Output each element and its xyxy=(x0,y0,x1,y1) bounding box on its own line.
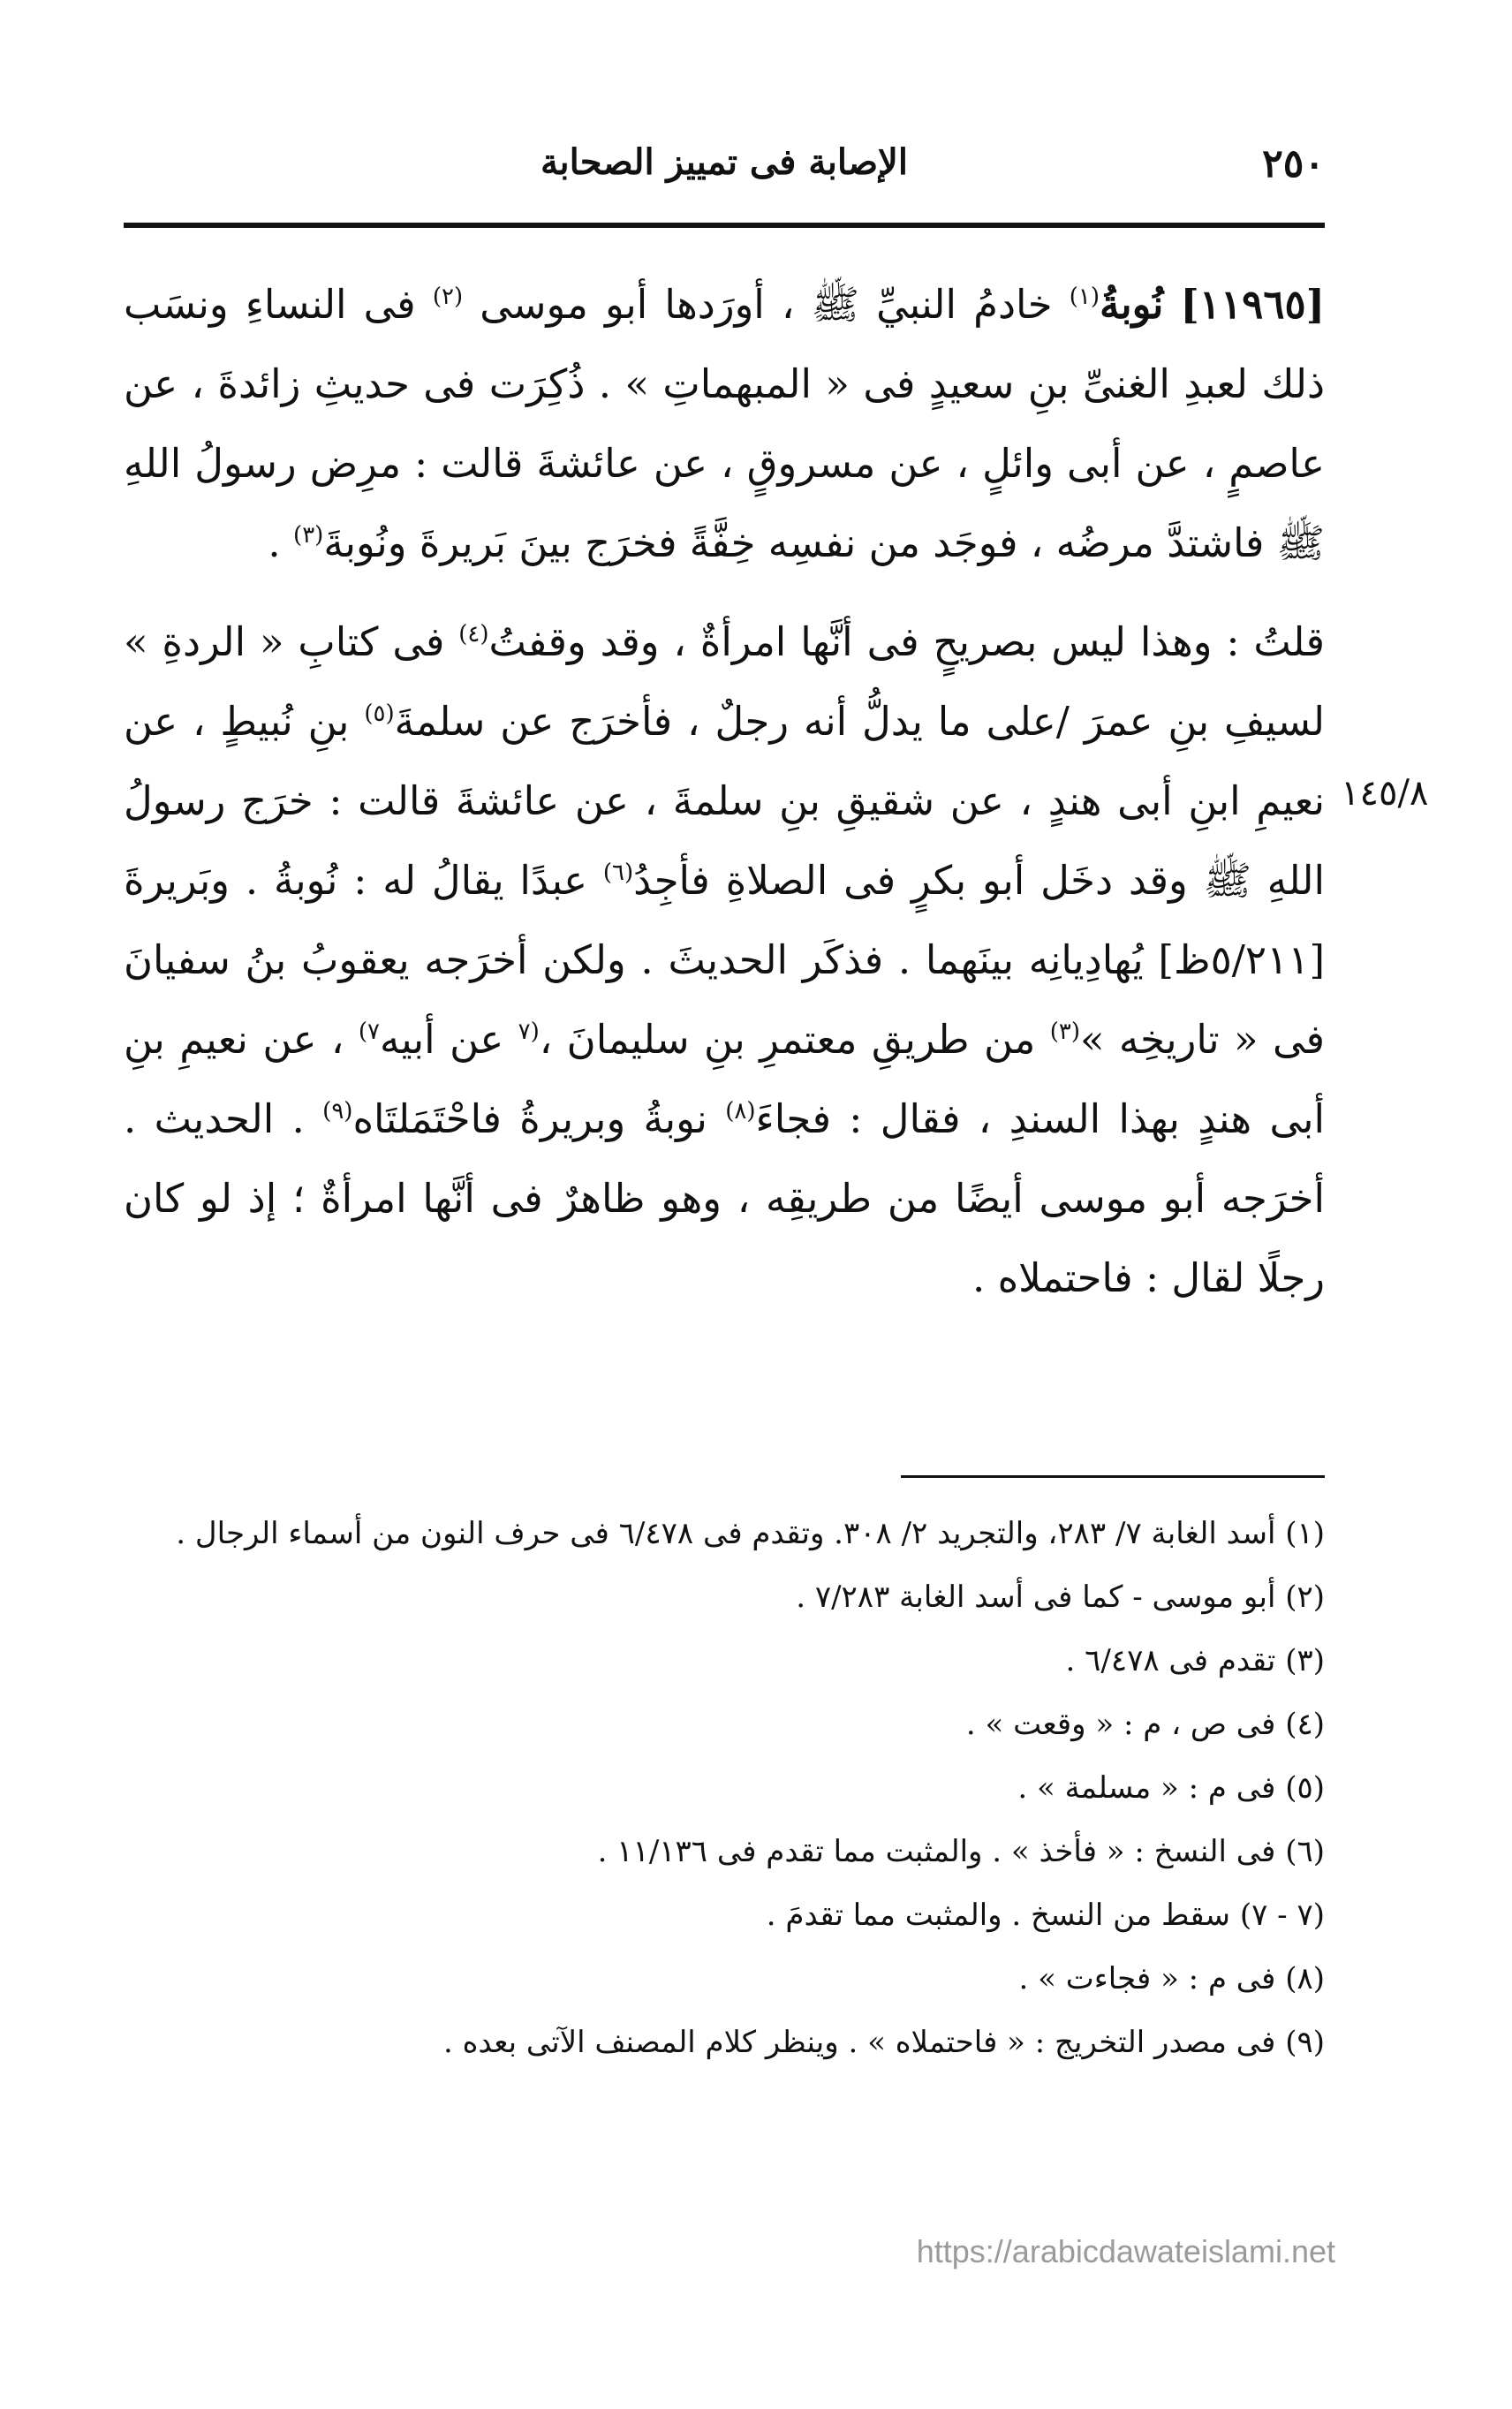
note-ref: (٥) xyxy=(364,701,395,727)
text-segment: عبدًا يقالُ له : نُوبةُ . وبَريرةَ xyxy=(124,857,603,904)
text-segment: من طريقِ معتمرِ بنِ سليمانَ ، xyxy=(539,1016,1050,1063)
entry-title: نُوبةُ xyxy=(1099,281,1164,328)
note-ref: (٨) xyxy=(725,1098,756,1125)
main-text xyxy=(124,265,1325,1318)
footnote-rule xyxy=(901,1475,1325,1478)
text-segment: عن أبيه xyxy=(379,1016,518,1063)
note-ref: (٣) xyxy=(293,522,324,549)
note-ref: (٧ xyxy=(518,1019,540,1045)
text-segment: خادمُ النبيِّ ﷺ ، أورَدها أبو موسى xyxy=(463,281,1070,328)
text-segment: فى النساءِ ونسَب ذلك لعبدِ الغنىِّ بنِ سعيدٍ فى « المبهماتِ » . ذُكِرَت فى حديثِ زائدةَ ، عن عاصمٍ ، عن أبى وائلٍ ، عن مسروقٍ ، عن عائشةَ قالت : مرِض رسولُ اللهِ ﷺ فاشتدَّ مرضُه ، فوجَد من نفسِه خِفَّةً فخرَج بينَ بَريرةَ ونُوبةَ xyxy=(124,281,1325,566)
note-ref: (٤) xyxy=(458,621,489,648)
entry-paragraph xyxy=(124,265,1325,583)
text-segment: . xyxy=(268,519,294,566)
text-segment: نوبةُ وبريرةُ فاحْتَمَلتَاه xyxy=(352,1095,726,1142)
commentary-paragraph xyxy=(124,602,1325,1318)
footnote: (٤) فى ص ، م : « وقعت » . xyxy=(965,1707,1325,1742)
note-ref: (٣) xyxy=(1049,1019,1081,1045)
note-ref: (٦) xyxy=(602,860,634,886)
footnote: (٧ - ٧) سقط من النسخ . والمثبت مما تقدمَ . xyxy=(766,1898,1325,1933)
note-ref: ٧) xyxy=(358,1019,380,1045)
page-header xyxy=(124,141,1325,203)
watermark-url: https://arabicdawateislami.net xyxy=(916,2233,1335,2269)
footnotes xyxy=(124,1502,1325,2074)
text-segment: فى كتابِ « الردةِ » لسيفِ بنِ عمرَ /على ما يدلُّ أنه رجلٌ ، فأخرَج عن سلمةَ xyxy=(124,618,1326,745)
text-segment: قلتُ : وهذا ليس بصريحٍ فى أنَّها امرأةٌ ، وقد وقفتُ xyxy=(488,618,1325,665)
header-rule xyxy=(124,223,1325,228)
footnote: (٩) فى مصدر التخريج : « فاحتملاه » . وينظر كلام المصنف الآتى بعده . xyxy=(442,2025,1325,2060)
footnote: (٨) فى م : « فجاءت » . xyxy=(1018,1961,1325,1996)
page-number: ٢٥٠ xyxy=(1262,141,1325,186)
text-segment: ، عن نعيمِ بنِ أبى هندٍ بهذا السندِ ، فقال : فجاءَ xyxy=(124,1016,1326,1142)
footnote: (٣) تقدم فى ٦/٤٧٨ . xyxy=(1065,1643,1325,1678)
note-ref: (١) xyxy=(1069,284,1100,310)
text-segment: . الحديث . أخرَجه أبو موسى أيضًا من طريقِه ، وهو ظاهرٌ فى أنَّها امرأةٌ ؛ إذ لو كان رجلًا لقال : فاحتملاه . xyxy=(124,1095,1325,1301)
entry-number: [١١٩٦٥] xyxy=(1180,281,1325,328)
footnote: (٢) أبو موسى - كما فى أسد الغابة ٧/٢٨٣ . xyxy=(796,1579,1325,1615)
note-ref: (٩) xyxy=(322,1098,353,1125)
manuscript-ref: [٥/٢١١ظ] xyxy=(1158,936,1325,983)
text-segment: بنِ نُبيطٍ ، عن نعيمِ ابنِ أبى هندٍ ، عن شقيقِ بنِ سلمةَ ، عن عائشةَ قالت : خرَج رسولُ اللهِ ﷺ وقد دخَل أبو بكرٍ فى الصلاةِ فأجِدُ xyxy=(124,698,1325,904)
footnote: (١) أسد الغابة ٧/ ٢٨٣، والتجريد ٢/ ٣٠٨. وتقدم فى ٦/٤٧٨ فى حرف النون من أسماء الرجال . xyxy=(176,1516,1325,1551)
text-segment: يُهادِيانِه بينَهما . فذكَر الحديثَ . ولكن أخرَجه يعقوبُ بنُ سفيانَ فى « تاريخِه » xyxy=(124,936,1325,1063)
footnote: (٥) فى م : « مسلمة » . xyxy=(1017,1770,1325,1806)
running-title: الإصابة فى تمييز الصحابة xyxy=(541,141,908,183)
footnote: (٦) فى النسخ : « فأخذ » . والمثبت مما تقدم فى ١١/١٣٦ . xyxy=(597,1834,1325,1869)
note-ref: (٢) xyxy=(432,284,464,310)
margin-reference: ١٤٥/٨ xyxy=(1341,773,1429,814)
